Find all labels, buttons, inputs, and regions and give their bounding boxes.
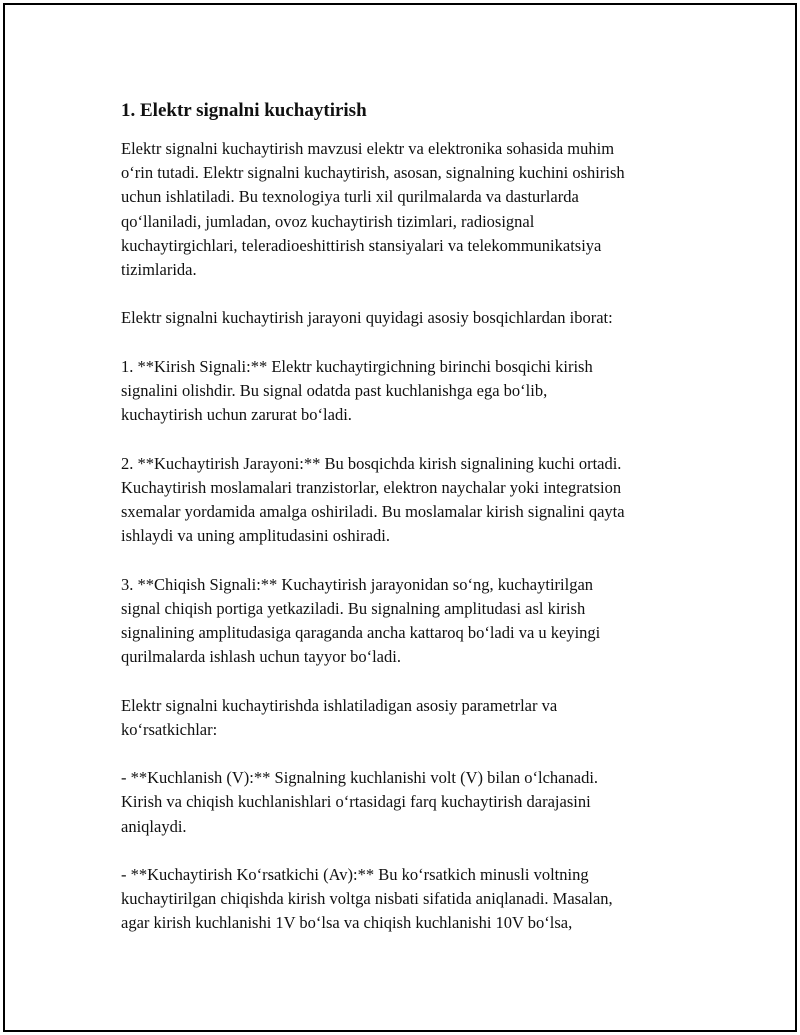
paragraph-stages-intro: Elektr signalni kuchaytirish jarayoni quyidagi asosiy bosqichlardan iborat: <box>121 308 613 328</box>
paragraph-stage-2: 2. **Kuchaytirish Jarayoni:** Bu bosqichda kirish signalining kuchi ortadi. Kuchaytirish moslamalari tranzistorlar, elektron naychalar yoki integratsion sxemalar yordamida amalga oshiriladi. Bu moslamalar kirish signalini qayta ishlaydi va uning amplitudasini oshiradi. <box>121 453 625 546</box>
paragraph-stage-1: 1. **Kirish Signali:** Elektr kuchaytirgichning birinchi bosqichi kirish signalini olishdir. Bu signal odatda past kuchlanishga ega bo‘lib, kuchaytirish uchun zarurat bo‘ladi. <box>121 356 593 425</box>
paragraph-gain: - **Kuchaytirish Ko‘rsatkichi (Av):** Bu ko‘rsatkich minusli voltning kuchaytirilgan chiqishda kirish voltga nisbati sifatida aniqlanadi. Masalan, agar kirish kuchlanishi 1V bo‘lsa va chiqish kuchlanishi 10V bo‘lsa, <box>121 864 613 933</box>
paragraph-parameters-intro: Elektr signalni kuchaytirishda ishlatiladigan asosiy parametrlar va ko‘rsatkichlar: <box>121 695 558 739</box>
section-heading: 1. Elektr signalni kuchaytirish <box>121 100 367 121</box>
document-body <box>121 99 711 960</box>
paragraph-stage-3: 3. **Chiqish Signali:** Kuchaytirish jarayonidan so‘ng, kuchaytirilgan signal chiqish portiga yetkaziladi. Bu signalning amplitudasi asl kirish signalining amplitudasiga qaraganda ancha kattaroq bo‘ladi va u keyingi qurilmalarda ishlash uchun tayyor bo‘ladi. <box>121 574 601 667</box>
paragraph-intro: Elektr signalni kuchaytirish mavzusi elektr va elektronika sohasida muhim o‘rin tutadi. Elektr signalni kuchaytirish, asosan, signalning kuchini oshirish uchun ishlatiladi. Bu texnologiya turli xil qurilmalarda va dasturlarda qo‘llaniladi, jumladan, ovoz kuchaytirish tizimlari, radiosignal kuchaytirgichlari, teleradioeshittirish stansiyalari va telekommunikatsiya tizimlarida. <box>121 139 625 280</box>
paragraph-voltage: - **Kuchlanish (V):** Signalning kuchlanishi volt (V) bilan o‘lchanadi. Kirish va chiqish kuchlanishlari o‘rtasidagi farq kuchaytirish darajasini aniqlaydi. <box>121 768 599 836</box>
document-page <box>3 3 797 1032</box>
